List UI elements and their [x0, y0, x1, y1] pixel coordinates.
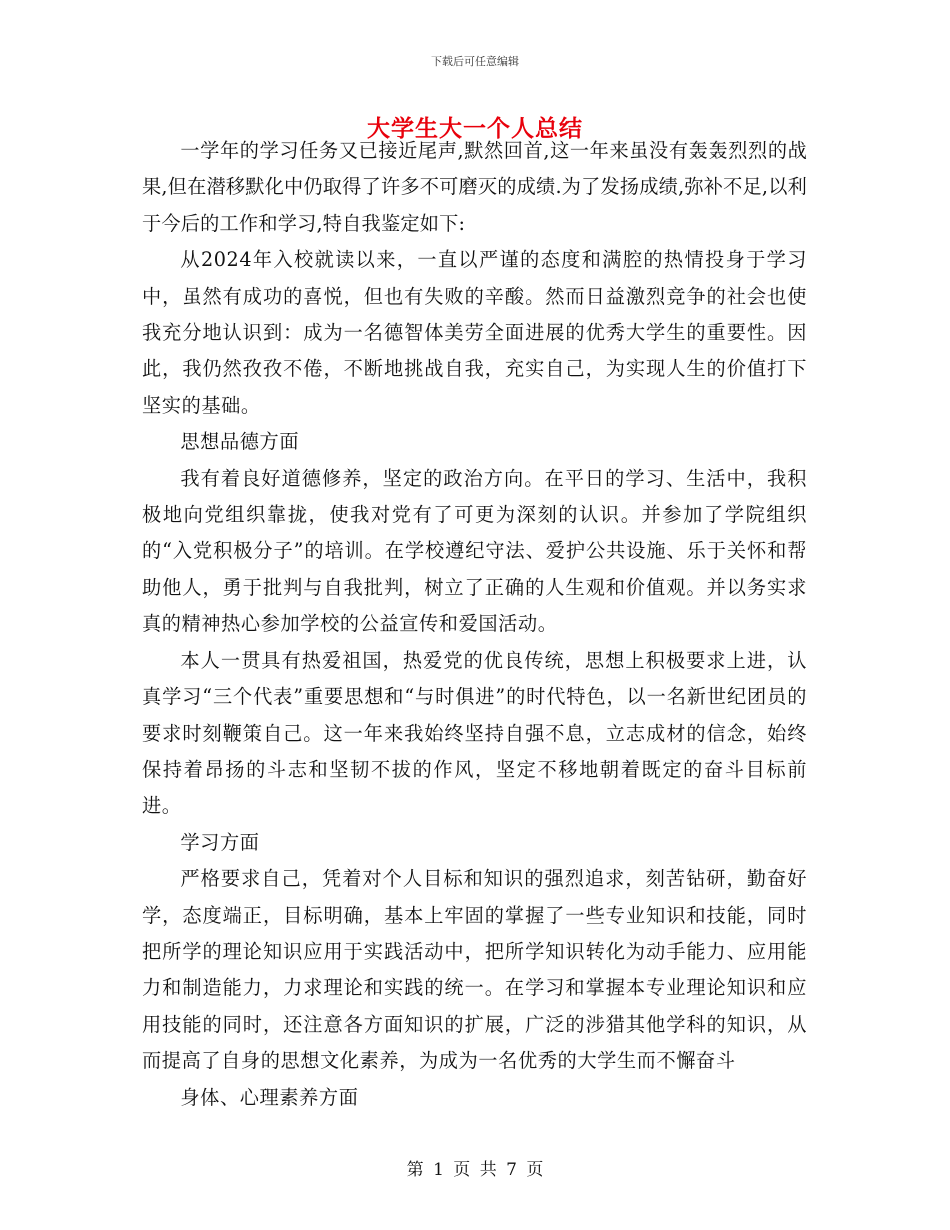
paragraph-overview: 从2024年入校就读以来，一直以严谨的态度和满腔的热情投身于学习中，虽然有成功的喜悦，但也有失败的辛酸。然而日益激烈竞争的社会也使我充分地认识到：成为一名德智体美劳全面进展的优秀大学生的重要性。因此，我仍然孜孜不倦，不断地挑战自我，充实自己，为实现人生的价值打下坚实的基础。 [142, 248, 807, 417]
section-heading-health: 身体、心理素养方面 [180, 1085, 359, 1109]
paragraph-study: 严格要求自己，凭着对个人目标和知识的强烈追求，刻苦钻研，勤奋好学，态度端正，目标明确，基本上牢固的掌握了一些专业知识和技能，同时把所学的理论知识应用于实践活动中，把所学知识转化为动手能力、应用能力和制造能力，力求理论和实践的统一。在学习和掌握本专业理论知识和应用技能的同时，还注意各方面知识的扩展，广泛的涉猎其他学科的知识，从而提高了自身的思想文化素养，为成为一名优秀的大学生而不懈奋斗 [142, 867, 807, 1073]
section-heading-study: 学习方面 [180, 830, 260, 854]
page-footer: 第 1 页 共 7 页 [406, 1160, 544, 1180]
paragraph-ideology-1: 我有着良好道德修养，坚定的政治方向。在平日的学习、生活中，我积极地向党组织靠拢，使我对党有了可更为深刻的认识。并参加了学院组织的“入党积极分子”的培训。在学校遵纪守法、爱护公共设施、乐于关怀和帮助他人，勇于批判与自我批判，树立了正确的人生观和价值观。并以务实求真的精神热心参加学校的公益宣传和爱国活动。 [142, 466, 807, 636]
paragraph-intro: 一学年的学习任务又已接近尾声,默然回首,这一年来虽没有轰轰烈烈的战果,但在潜移默化中仍取得了许多不可磨灭的成绩.为了发扬成绩,弥补不足,以利于今后的工作和学习,特自我鉴定如下: [142, 139, 807, 235]
paragraph-ideology-2: 本人一贯具有热爱祖国，热爱党的优良传统，思想上积极要求上进，认真学习“三个代表”重要思想和“与时俱进”的时代特色，以一名新世纪团员的要求时刻鞭策自己。这一年来我始终坚持自强不息，立志成材的信念，始终保持着昂扬的斗志和坚韧不拔的作风，坚定不移地朝着既定的奋斗目标前进。 [142, 648, 807, 818]
document-body [142, 133, 807, 1116]
section-heading-ideology: 思想品德方面 [180, 430, 300, 454]
document-title: 大学生大一个人总结 [367, 116, 583, 142]
header-note: 下载后可任意编辑 [431, 55, 519, 68]
